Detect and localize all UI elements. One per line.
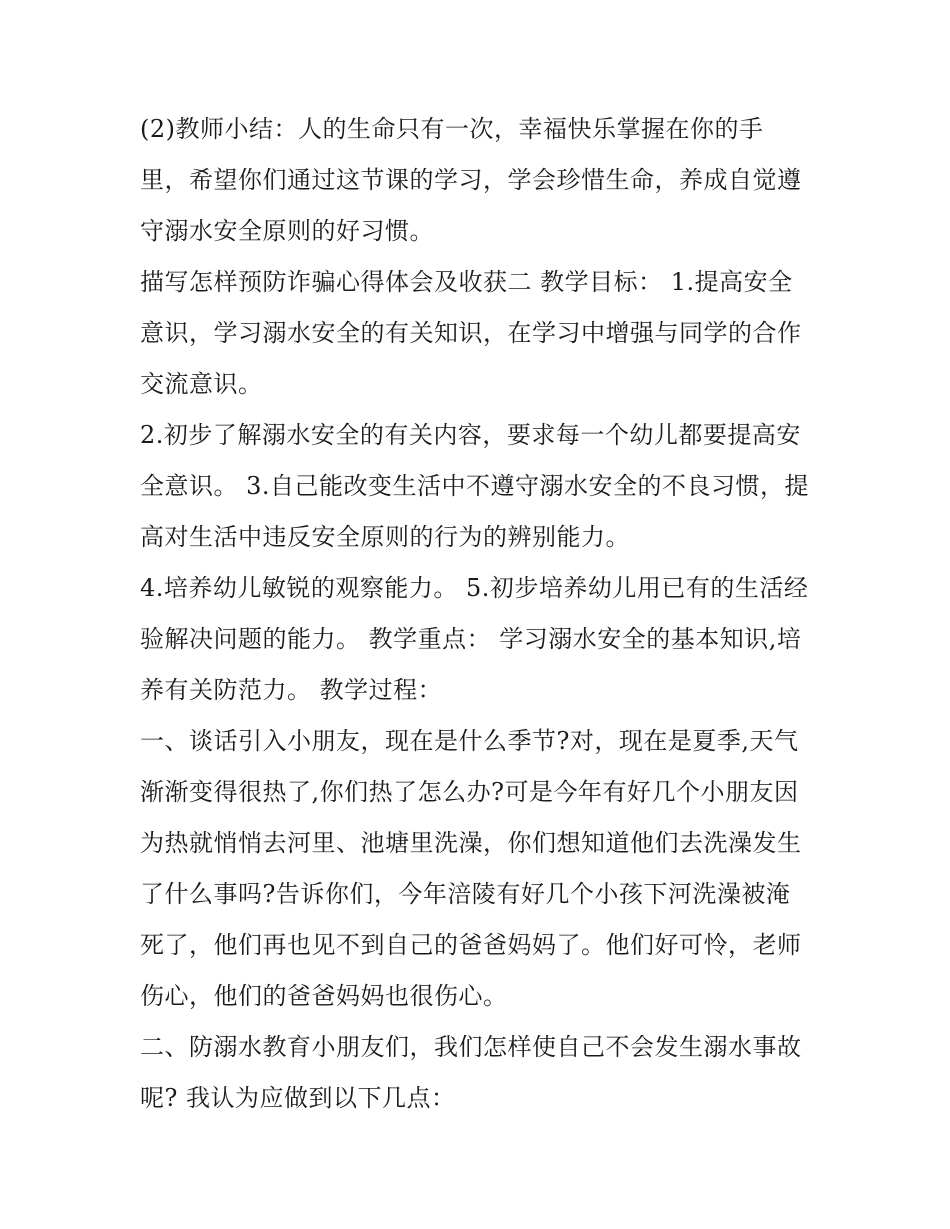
text-line: 里，希望你们通过这节课的学习，学会珍惜生命，养成自觉遵 bbox=[140, 166, 802, 194]
text-line: 渐渐变得很热了,你们热了怎么办?可是今年有好几个小朋友因 bbox=[140, 778, 799, 806]
paragraph-drowning-prevention bbox=[140, 1022, 820, 1124]
paragraph-goals-2-3 bbox=[140, 410, 820, 563]
text-line: 意识，学习溺水安全的有关知识，在学习中增强与同学的合作 bbox=[140, 319, 802, 347]
paragraph-teaching-goals bbox=[140, 257, 820, 410]
text-line: 二、防溺水教育小朋友们，我们怎样使自己不会发生溺水事故 bbox=[140, 1033, 802, 1061]
document-body bbox=[140, 104, 820, 1124]
text-line: 全意识。 3.自己能改变生活中不遵守溺水安全的不良习惯，提 bbox=[140, 472, 810, 500]
text-line: 4.培养幼儿敏锐的观察能力。 5.初步培养幼儿用已有的生活经 bbox=[140, 574, 809, 602]
text-line: 死了，他们再也见不到自己的爸爸妈妈了。他们好可怜，老师 bbox=[140, 931, 802, 959]
paragraph-teacher-summary bbox=[140, 104, 820, 257]
text-line: 守溺水安全原则的好习惯。 bbox=[140, 217, 434, 245]
text-line: 了什么事吗?告诉你们，今年涪陵有好几个小孩下河洗澡被淹 bbox=[140, 880, 791, 908]
text-line: 描写怎样预防诈骗心得体会及收获二 教学目标： 1.提高安全 bbox=[140, 268, 793, 296]
paragraph-goals-4-5 bbox=[140, 563, 820, 716]
text-line: 为热就悄悄去河里、池塘里洗澡，你们想知道他们去洗澡发生 bbox=[140, 829, 802, 857]
text-line: 验解决问题的能力。 教学重点： 学习溺水安全的基本知识,培 bbox=[140, 625, 802, 653]
text-line: 2.初步了解溺水安全的有关内容，要求每一个幼儿都要提高安 bbox=[140, 421, 801, 449]
text-line: 呢? 我认为应做到以下几点： bbox=[140, 1084, 456, 1112]
paragraph-introduction bbox=[140, 716, 820, 1022]
text-line: (2)教师小结：人的生命只有一次，幸福快乐掌握在你的手 bbox=[140, 115, 764, 143]
text-line: 伤心，他们的爸爸妈妈也很伤心。 bbox=[140, 982, 508, 1010]
text-line: 一、谈话引入小朋友，现在是什么季节?对，现在是夏季,天气 bbox=[140, 727, 799, 755]
text-line: 交流意识。 bbox=[140, 370, 263, 398]
text-line: 高对生活中违反安全原则的行为的辨别能力。 bbox=[140, 523, 630, 551]
text-line: 养有关防范力。 教学过程： bbox=[140, 676, 443, 704]
